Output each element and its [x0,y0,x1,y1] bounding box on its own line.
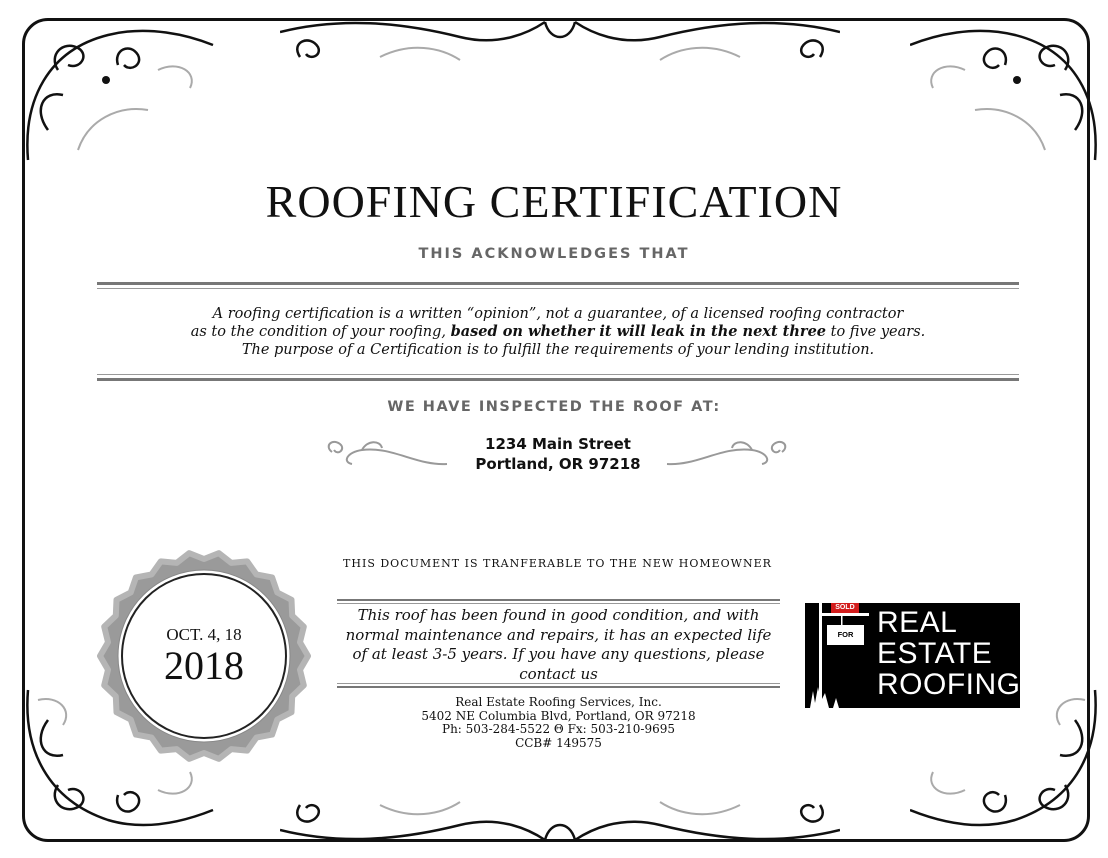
condition-rule-bottom [337,686,780,688]
inspected-heading: WE HAVE INSPECTED THE ROOF AT: [387,399,721,415]
condition-rule-top [337,599,780,601]
condition-statement: This roof has been found in good condition, and with normal maintenance and repairs, it has an expected life of at least 3-5 years. If you have any questions, please contact us [345,606,772,683]
company-name: Real Estate Roofing Services, Inc. [455,695,662,709]
bottom-center-ornament [280,790,840,850]
company-ccb: CCB# 149575 [515,735,602,750]
logo-line-roofing: ROOFING [877,668,1020,701]
logo-line-real: REAL [877,606,958,639]
sold-sign: SOLD [831,603,859,613]
intro-line-2 [97,323,1019,341]
logo-line-estate: ESTATE [877,637,993,670]
company-logo [805,603,1020,708]
address-flourish-right [662,436,792,470]
intro-line-2-start: as to the condition of your roofing, [190,324,451,340]
address-flourish-left [322,436,452,470]
page-title: ROOFING CERTIFICATION [265,176,843,227]
company-address: 5402 NE Columbia Blvd, Portland, OR 97218 [421,708,696,723]
acknowledgement-subtitle: THIS ACKNOWLEDGES THAT [418,246,690,262]
intro-line-2-end: to five years. [826,324,926,340]
seal-year: 2018 [164,643,244,688]
intro-line-3: The purpose of a Certification is to fulfill the requirements of your lending institution. [241,342,875,358]
corner-ornament-top-right [910,10,1105,170]
address-street: 1234 Main Street [485,435,631,453]
company-info [337,696,780,750]
corner-ornament-top-left [18,10,218,170]
top-center-ornament [280,12,840,72]
intro-line-1: A roofing certification is a written “opinion”, not a guarantee, of a licensed roofing contractor [212,306,904,322]
divider-rule [97,282,1019,285]
intro-line-2-emphasis: based on whether it will leak in the next three [450,323,827,340]
address-city: Portland, OR 97218 [475,455,641,473]
condition-rule-top-thin [337,603,780,604]
certification-explanation [97,305,1019,359]
transferable-note: THIS DOCUMENT IS TRANFERABLE TO THE NEW HOMEOWNER [343,557,772,570]
company-phones: Ph: 503-284-5522 Θ Fx: 503-210-9695 [442,722,675,736]
divider-rule [97,378,1019,381]
divider-rule-thin [97,374,1019,375]
condition-rule-bottom-thin [337,683,780,684]
logo-wordmark [877,607,1020,700]
seal-date: OCT. 4, 18 [166,625,242,644]
divider-rule-thin [97,288,1019,289]
for-sale-sign: FOR SALE [827,625,864,645]
property-address [440,434,676,474]
